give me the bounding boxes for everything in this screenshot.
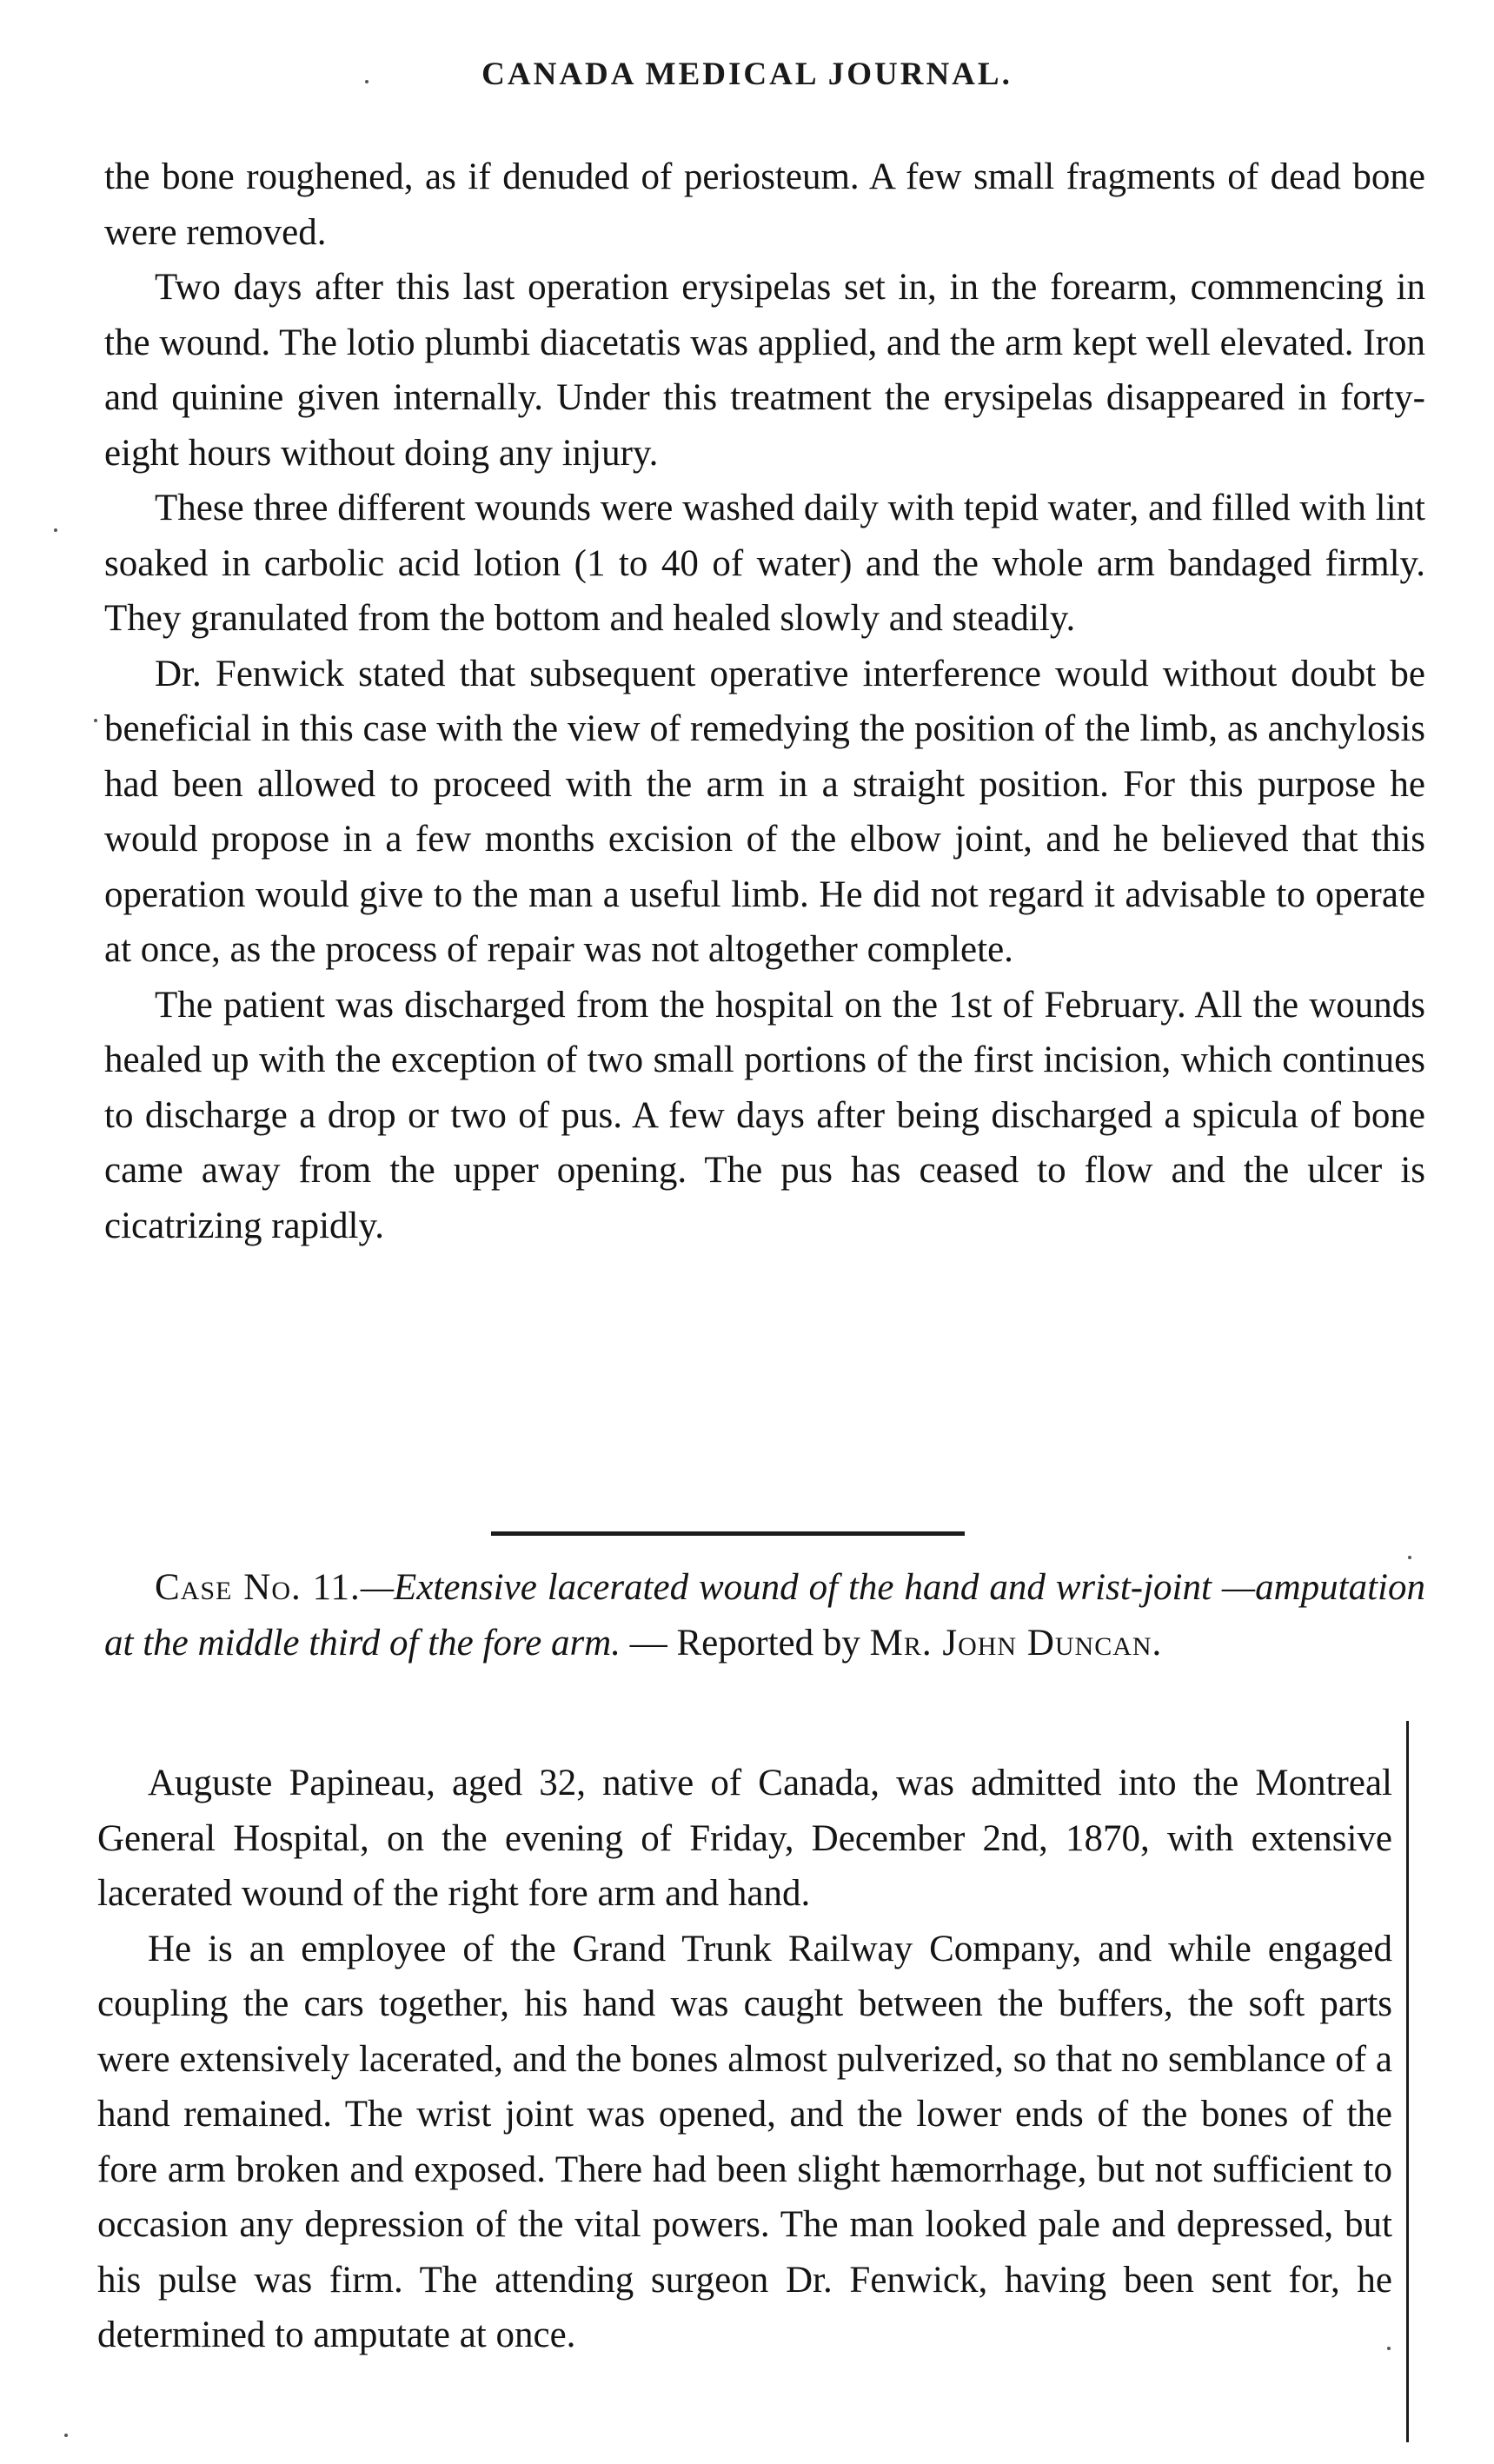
case-reported-by: — Reported by	[629, 1622, 860, 1664]
paragraph-wound-dressing: These three different wounds were washed daily with tepid water, and filled with lint soaked in carbolic acid lotion (1 to 40 of water) and the whole arm bandaged firmly. They granulated from the bottom and healed slowly and steadily.	[104, 488, 1425, 639]
paragraph-erysipelas: Two days after this last operation erysipelas set in, in the forearm, commencing in the wound. The lotio plumbi diacetatis was applied, and the arm kept well elevated. Iron and quinine given internally. Under this treatment the erysipelas disappeared in forty-eight hours without doing any injury.	[104, 267, 1425, 474]
page-edge-line	[1406, 1721, 1409, 2442]
paragraph-continued: the bone roughened, as if denuded of periosteum. A few small fragments of dead bone were removed.	[104, 156, 1425, 253]
paragraph-injury: He is an employee of the Grand Trunk Railway Company, and while engaged coupling the cars together, his hand was caught between the buffers, the soft parts were extensively lacerated, and the bones almost pulverized, so that no semblance of a hand remained. The wrist joint was opened, and the lower ends of the bones of the fore arm broken and exposed. There had been slight hæmorrhage, but not sufficient to occasion any depression of the vital powers. The man looked pale and depressed, but his pulse was firm. The attending surgeon Dr. Fenwick, having been sent for, he determined to amputate at once.	[97, 1928, 1392, 2355]
case-number: Case No. 11.	[155, 1567, 361, 1608]
print-speck	[64, 2434, 68, 2437]
paragraph-fenwick-opinion: Dr. Fenwick stated that subsequent operative interference would without doubt be beneficial in this case with the view of remedying the position of the limb, as anchylosis had been allowed to proceed with the arm in a straight position. For this purpose he would propose in a few months excision of the elbow joint, and he believed that this operation would give to the man a useful limb. He did not regard it advisable to operate at once, as the process of repair was not altogether complete.	[104, 653, 1425, 970]
top-text-block	[104, 149, 1425, 1253]
case-title: —Extensive lacerated wound of the hand and wrist-joint —amputation at the middle third of the fore arm.	[104, 1567, 1425, 1664]
print-speck	[1387, 2347, 1391, 2350]
paragraph-admission: Auguste Papineau, aged 32, native of Canada, was admitted into the Montreal General Hospital, on the evening of Friday, December 2nd, 1870, with extensive lacerated wound of the right fore arm and hand.	[97, 1763, 1392, 1914]
print-speck	[365, 80, 369, 83]
bottom-text-block	[97, 1756, 1392, 2363]
case-heading-block	[104, 1560, 1425, 1670]
paragraph-discharge: The patient was discharged from the hospital on the 1st of February. All the wounds healed up with the exception of two small portions of the first incision, which continues to discharge a drop or two of pus. A few days after being discharged a spicula of bone came away from the upper opening. The pus has ceased to flow and the ulcer is cicatrizing rapidly.	[104, 984, 1425, 1246]
section-divider-rule	[491, 1531, 965, 1536]
print-speck	[54, 528, 57, 532]
running-title: CANADA MEDICAL JOURNAL.	[481, 56, 1013, 92]
case-reporter: Mr. John Duncan.	[869, 1622, 1163, 1664]
print-speck	[94, 719, 97, 722]
case-heading	[104, 1560, 1425, 1670]
print-speck	[1408, 1556, 1411, 1559]
